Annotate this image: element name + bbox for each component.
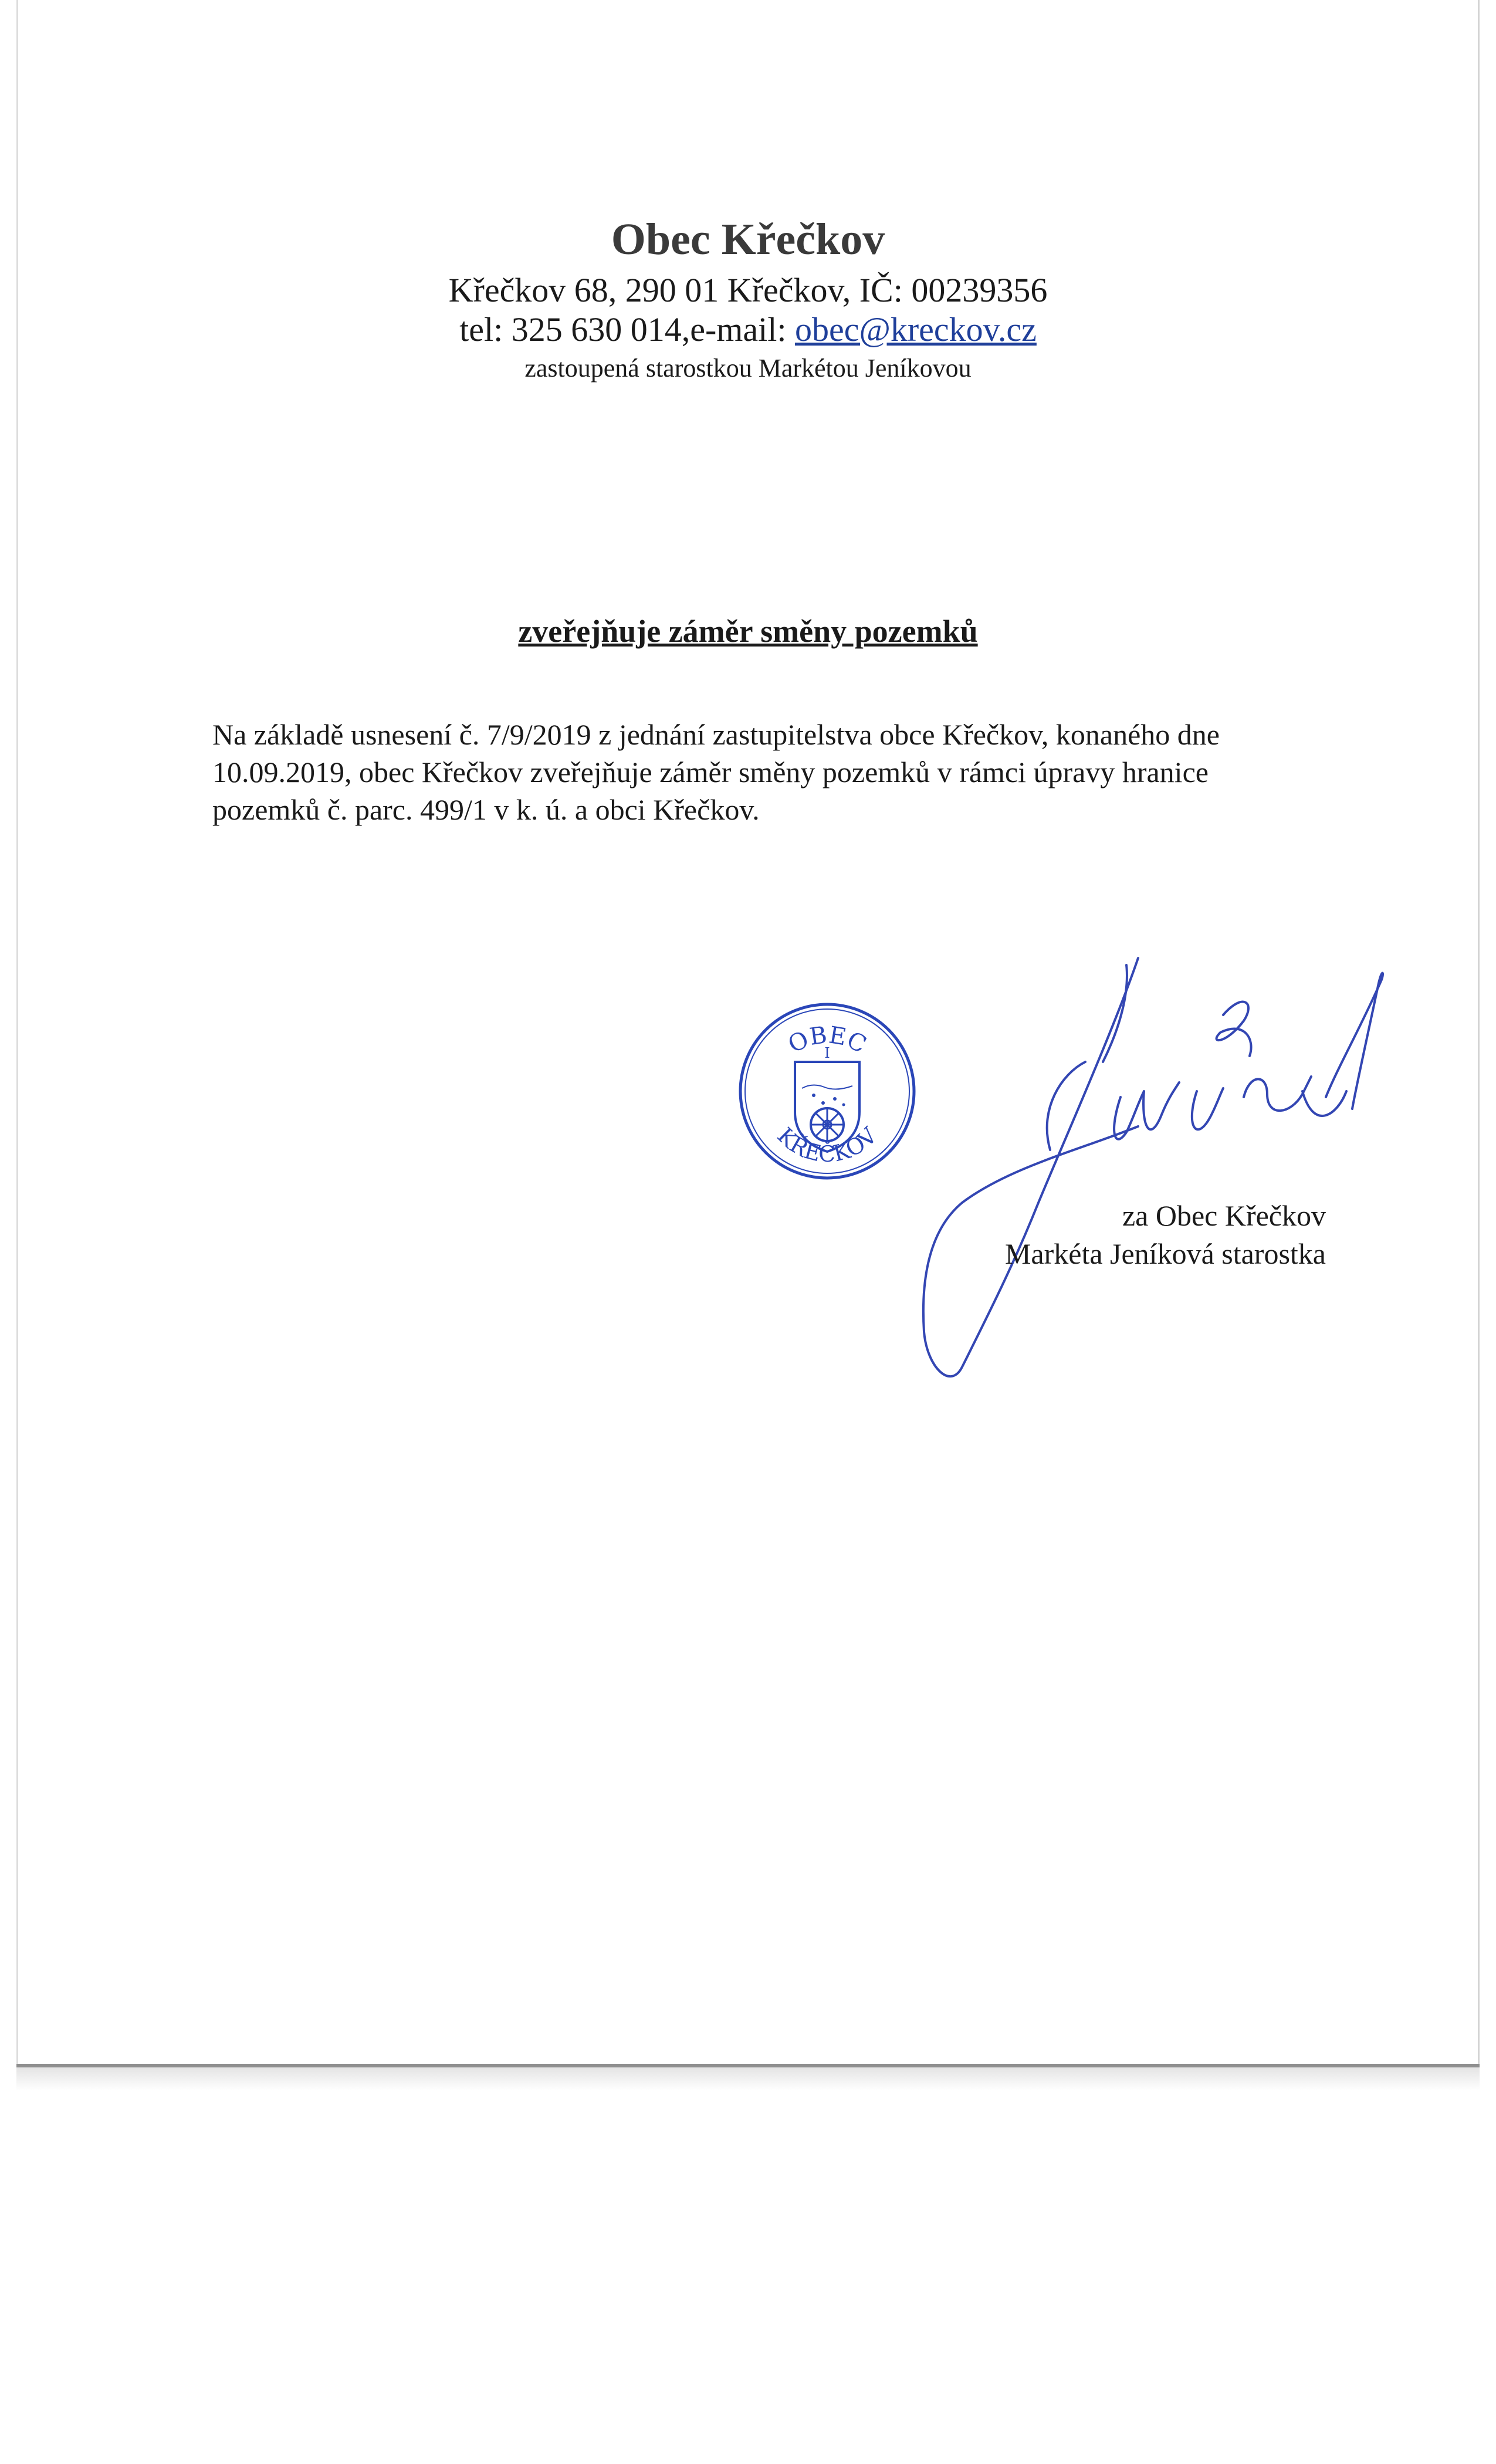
contact-line — [0, 310, 1496, 350]
stamp-bottom-text: KŘEČKOV — [772, 1122, 882, 1167]
signatory-name: Markéta Jeníková starostka — [1004, 1237, 1326, 1270]
telephone-text: tel: 325 630 014,e-mail: — [459, 310, 795, 348]
document-body — [212, 716, 1304, 828]
email-link[interactable]: obec@kreckov.cz — [794, 310, 1037, 348]
body-paragraph: Na základě usnesení č. 7/9/2019 z jednání zastupitelstva obce Křečkov, konaného dne 10.09.2019, obec Křečkov zveřejňuje záměr směny pozemků v rámci úpravy hranice pozemků č. parc. 499/1 v k. ú. a obci Křečkov. — [212, 718, 1220, 826]
organization-name: Obec Křečkov — [611, 215, 885, 264]
page-shadow — [16, 2067, 1480, 2091]
municipal-stamp — [736, 1000, 918, 1182]
signatory-organization: za Obec Křečkov — [1122, 1199, 1326, 1232]
letterhead — [0, 217, 1496, 385]
represented-by: zastoupená starostkou Markétou Jeníkovou — [524, 354, 972, 383]
document-title: zveřejňuje záměr směny pozemků — [518, 614, 978, 649]
stamp-numeral: I — [824, 1045, 830, 1061]
handwritten-signature — [892, 956, 1420, 1379]
stamp-top-text: OBEC — [784, 1021, 871, 1059]
organization-address: Křečkov 68, 290 01 Křečkov, IČ: 00239356 — [448, 271, 1048, 309]
signature-block — [997, 1197, 1326, 1273]
wheel-icon — [811, 1108, 844, 1141]
